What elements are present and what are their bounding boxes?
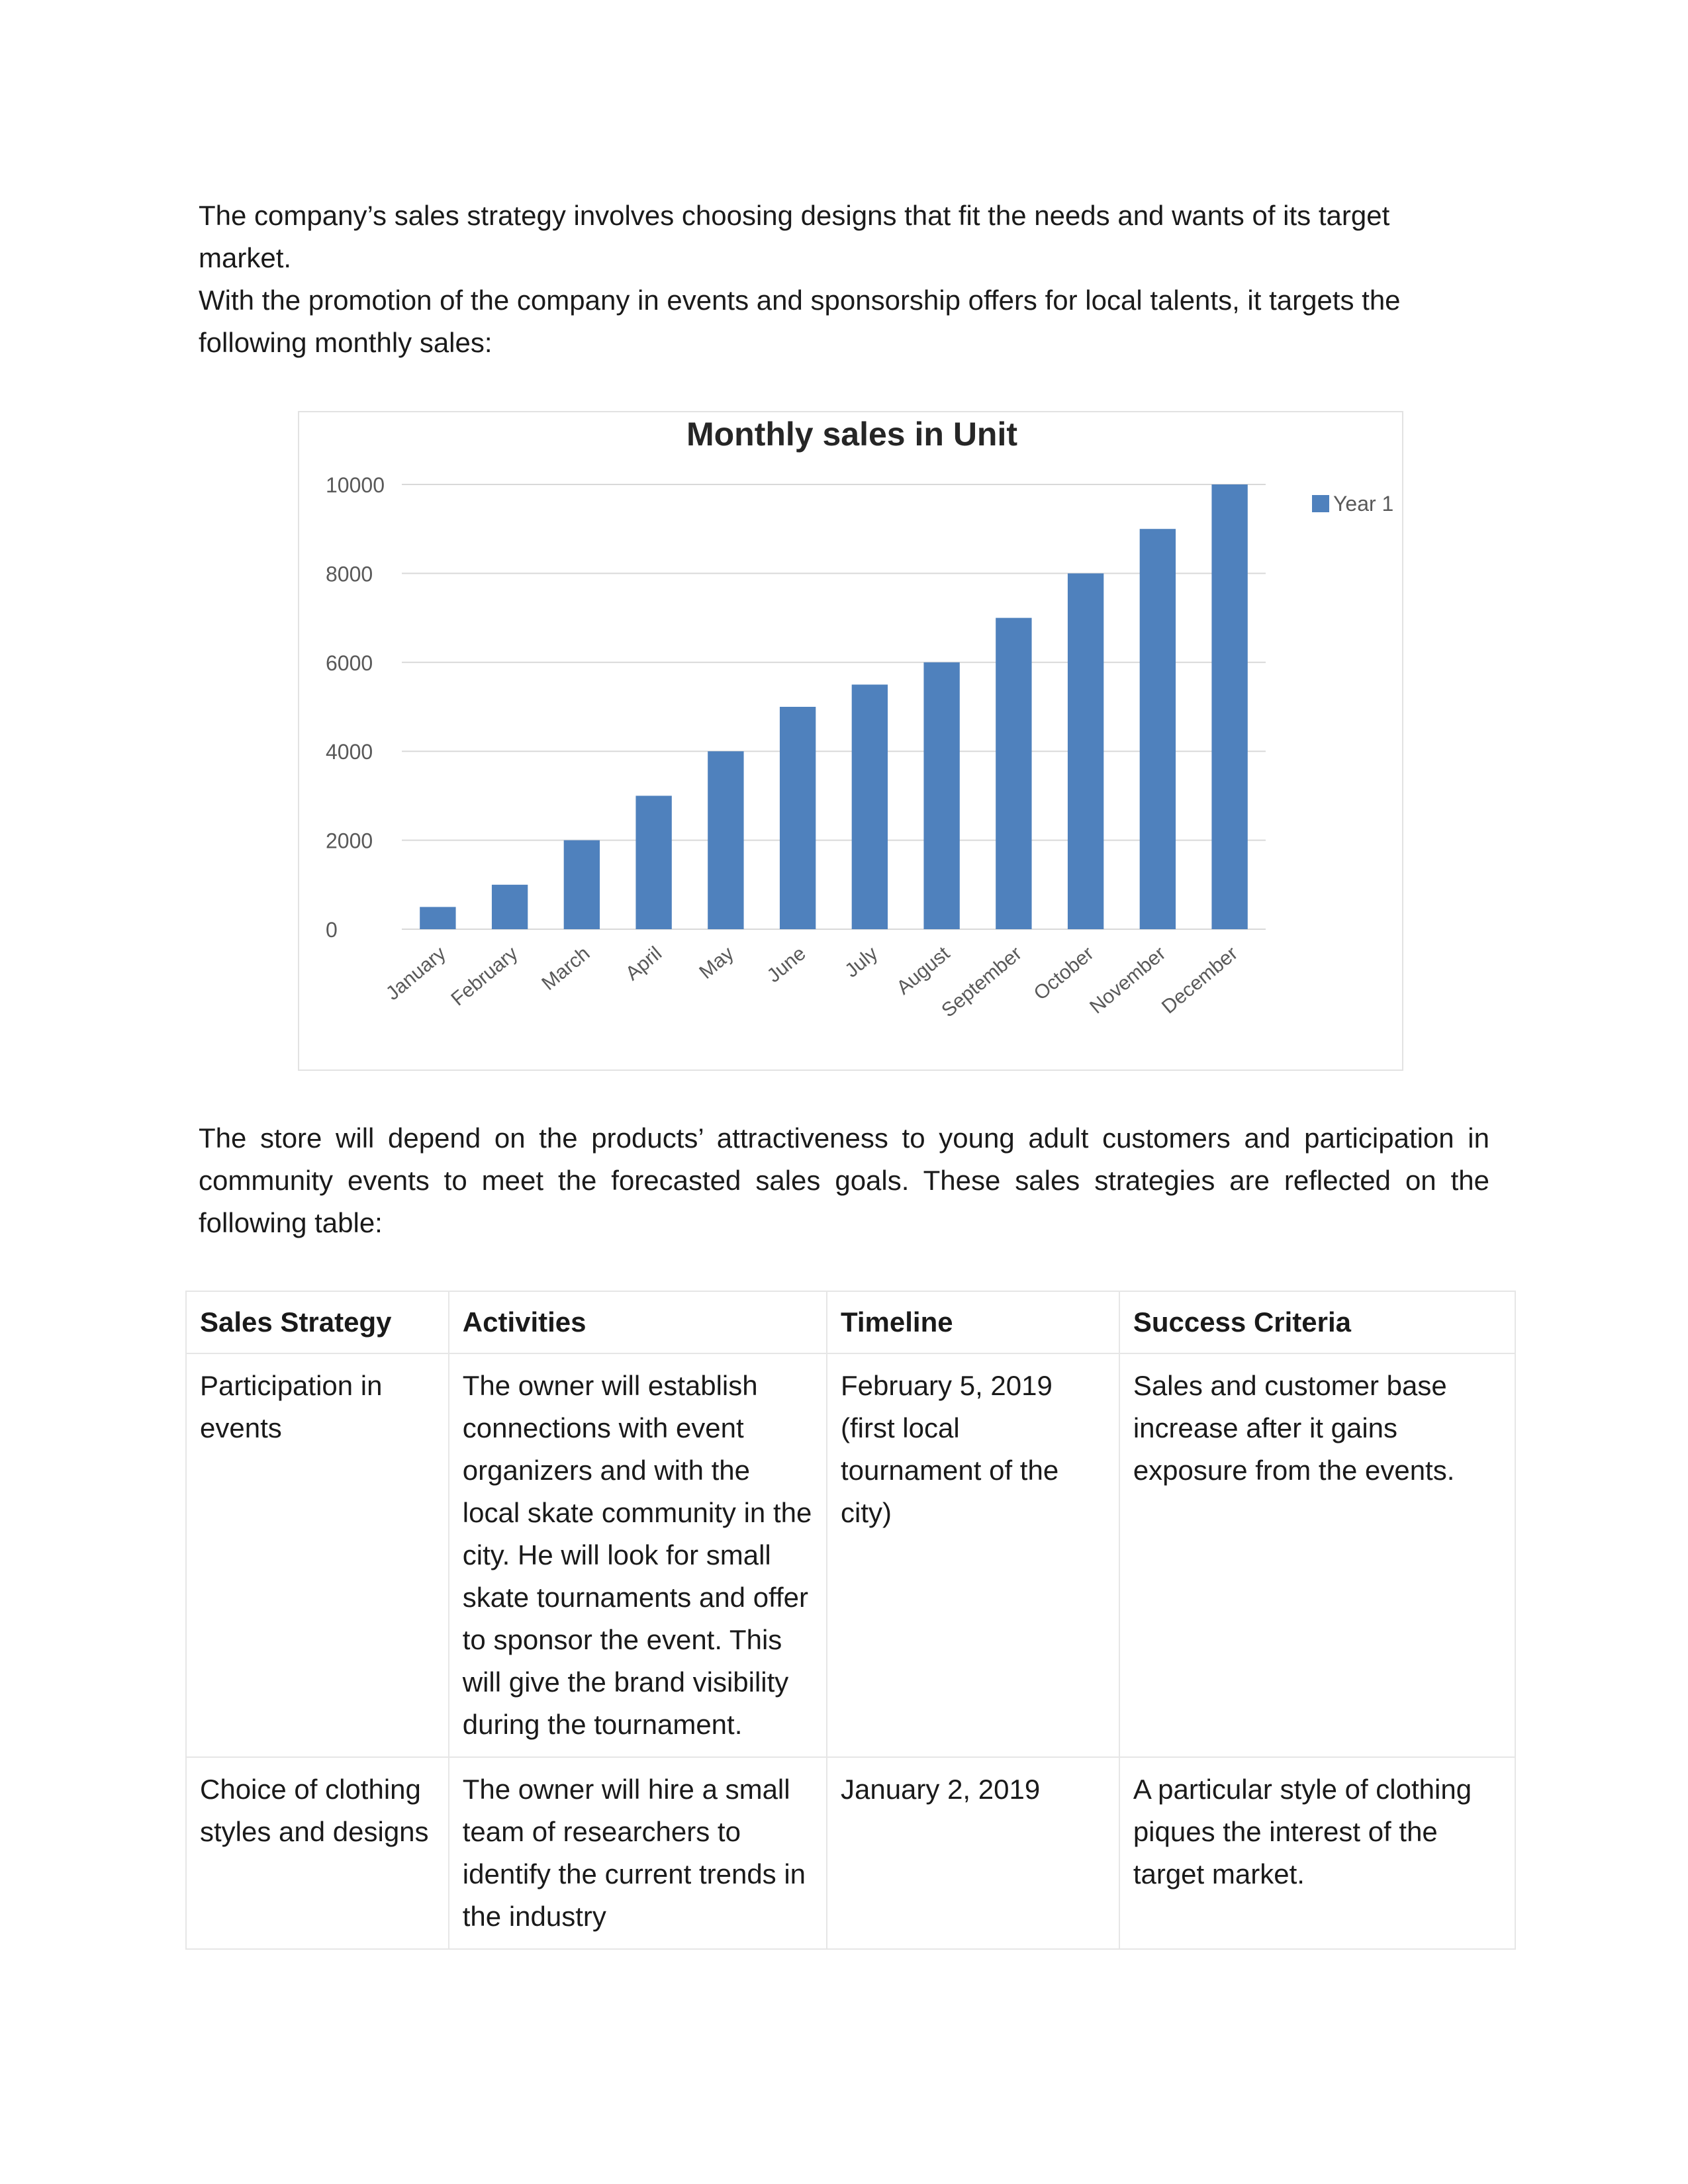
bar-february [492, 885, 528, 929]
chart-title: Monthly sales in Unit [686, 416, 1018, 453]
store-paragraph: The store will depend on the products’ attractiveness to young adult customers and participation in community events to meet the forecasted sales goals. These sales strategies are reflected on the following table: [199, 1122, 1489, 1238]
header-sales-strategy: Sales Strategy [186, 1291, 449, 1353]
bar-may [708, 751, 743, 929]
y-tick-label: 6000 [326, 651, 373, 675]
bar-june [780, 707, 816, 929]
x-tick-label: March [538, 942, 594, 995]
x-tick-label: October [1029, 942, 1098, 1005]
cell-criteria: A particular style of clothing piques the interest of the target market. [1119, 1757, 1515, 1949]
header-success-criteria: Success Criteria [1119, 1291, 1515, 1353]
y-tick-label: 0 [326, 918, 338, 942]
bar-september [996, 618, 1031, 929]
x-tick-label: May [695, 942, 738, 983]
table-header-row [186, 1291, 1515, 1353]
bar-december [1211, 484, 1247, 929]
legend-swatch [1312, 495, 1329, 512]
x-tick-label: July [841, 942, 882, 982]
header-activities: Activities [449, 1291, 827, 1353]
y-tick-label: 4000 [326, 740, 373, 764]
x-tick-label: June [763, 942, 810, 987]
bar-march [564, 841, 600, 929]
cell-activities: The owner will establish connections with event organizers and with the local skate community in the city. He will look for small skate tournaments and offer to sponsor the event. This will give the brand visibility during the tournament. [449, 1353, 827, 1757]
table-row [186, 1353, 1515, 1757]
sales-strategy-table [185, 1291, 1516, 1950]
bar-january [420, 907, 455, 929]
table-row [186, 1757, 1515, 1949]
cell-strategy: Participation in events [186, 1353, 449, 1757]
x-tick-label: August [892, 942, 955, 999]
y-tick-label: 10000 [326, 473, 385, 497]
promotion-paragraph: With the promotion of the company in events and sponsorship offers for local talents, it targets the following monthly sales: [199, 285, 1401, 358]
monthly-sales-chart [298, 411, 1403, 1071]
legend-label: Year 1 [1333, 492, 1394, 516]
x-tick-label: September [937, 942, 1026, 1022]
bar-july [852, 684, 888, 929]
bar-august [923, 662, 959, 929]
header-timeline: Timeline [827, 1291, 1119, 1353]
cell-strategy: Choice of clothing styles and designs [186, 1757, 449, 1949]
x-tick-label: April [621, 942, 667, 985]
cell-criteria: Sales and customer base increase after it gains exposure from the events. [1119, 1353, 1515, 1757]
x-tick-label: February [447, 942, 522, 1011]
y-tick-label: 2000 [326, 829, 373, 853]
x-tick-label: November [1086, 942, 1170, 1019]
bar-april [635, 796, 671, 929]
cell-timeline: February 5, 2019 (first local tournament of the city) [827, 1353, 1119, 1757]
x-tick-label: January [381, 942, 450, 1005]
bar-october [1068, 573, 1103, 929]
bar-november [1140, 529, 1176, 929]
intro-paragraph: The company’s sales strategy involves choosing designs that fit the needs and wants of its target market. [199, 200, 1390, 273]
cell-timeline: January 2, 2019 [827, 1757, 1119, 1949]
cell-activities: The owner will hire a small team of researchers to identify the current trends in the industry [449, 1757, 827, 1949]
y-tick-label: 8000 [326, 562, 373, 586]
chart-canvas [299, 412, 1405, 1072]
x-tick-label: December [1157, 942, 1243, 1019]
